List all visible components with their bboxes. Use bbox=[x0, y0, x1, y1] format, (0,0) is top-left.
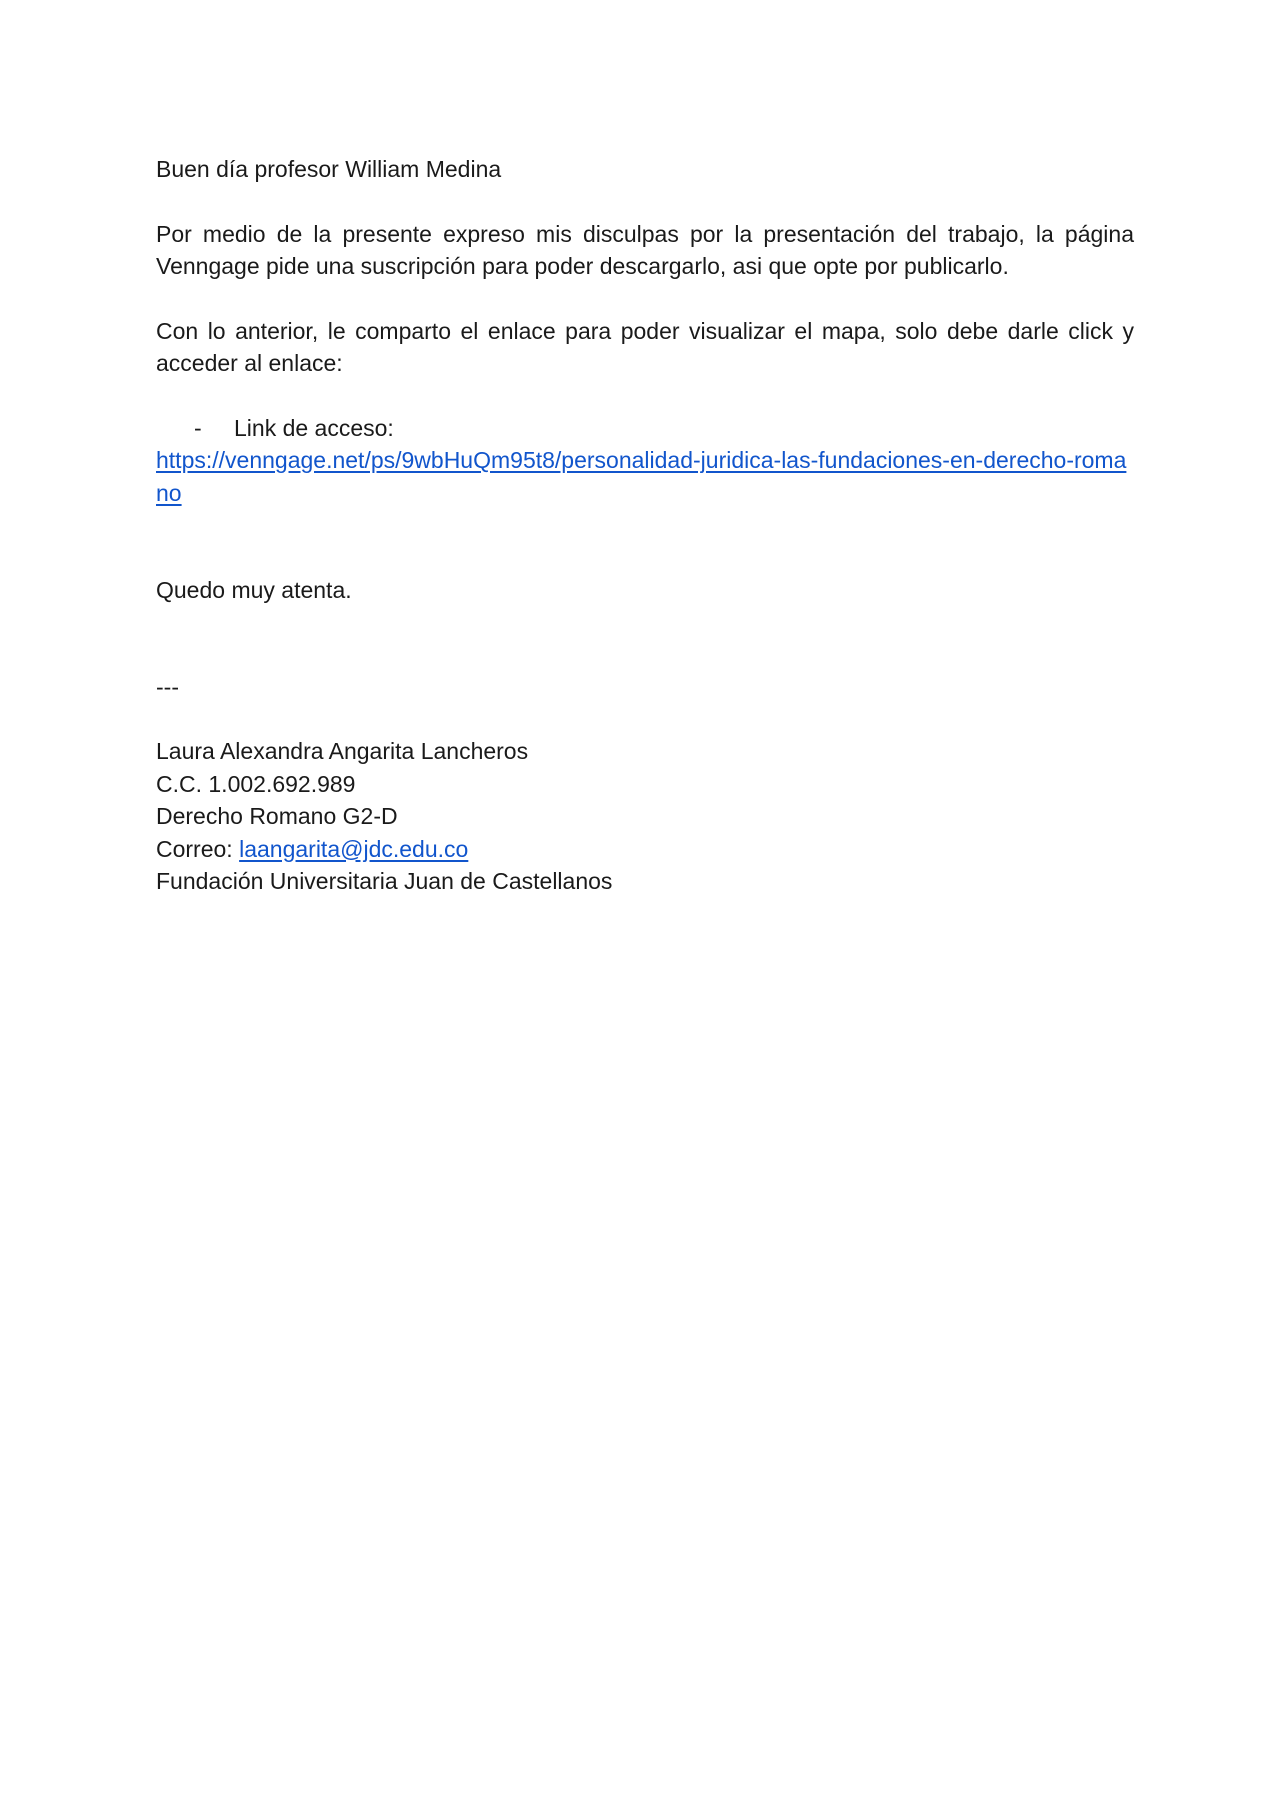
signature-name: Laura Alexandra Angarita Lancheros bbox=[156, 738, 529, 764]
paragraph-apology: Por medio de la presente expreso mis disculpas por la presentación del trabajo, la página Venngage pide una suscripción para poder descargarlo, asi que opte por publicarlo. bbox=[156, 220, 1134, 279]
spacer bbox=[156, 380, 1134, 412]
email-link[interactable]: laangarita@jdc.edu.co bbox=[239, 835, 469, 862]
spacer bbox=[156, 607, 1134, 671]
signature-email-line bbox=[156, 833, 1134, 866]
greeting: Buen día profesor William Medina bbox=[156, 156, 502, 182]
spacer bbox=[156, 703, 1134, 735]
signature-id: C.C. 1.002.692.989 bbox=[156, 770, 356, 797]
closing-line: Quedo muy atenta. bbox=[156, 577, 352, 603]
document-body bbox=[156, 153, 1134, 898]
list-item bbox=[194, 412, 1134, 445]
access-link[interactable]: https://venngage.net/ps/9wbHuQm95t8/personalidad-juridica-las-fundaciones-en-derecho-romano bbox=[156, 447, 1127, 506]
spacer bbox=[156, 509, 1134, 574]
spacer bbox=[156, 283, 1134, 315]
link-label: Link de acceso: bbox=[234, 414, 394, 441]
signature-institution: Fundación Universitaria Juan de Castellanos bbox=[156, 868, 613, 894]
signature-separator: --- bbox=[156, 673, 179, 700]
list-bullet: - bbox=[194, 414, 202, 441]
email-label: Correo: bbox=[156, 835, 240, 862]
paragraph-link-intro: Con lo anterior, le comparto el enlace para poder visualizar el mapa, solo debe darle click y acceder al enlace: bbox=[156, 317, 1134, 376]
spacer bbox=[156, 186, 1134, 218]
signature-course: Derecho Romano G2-D bbox=[156, 803, 398, 829]
signature-block bbox=[156, 735, 1134, 898]
